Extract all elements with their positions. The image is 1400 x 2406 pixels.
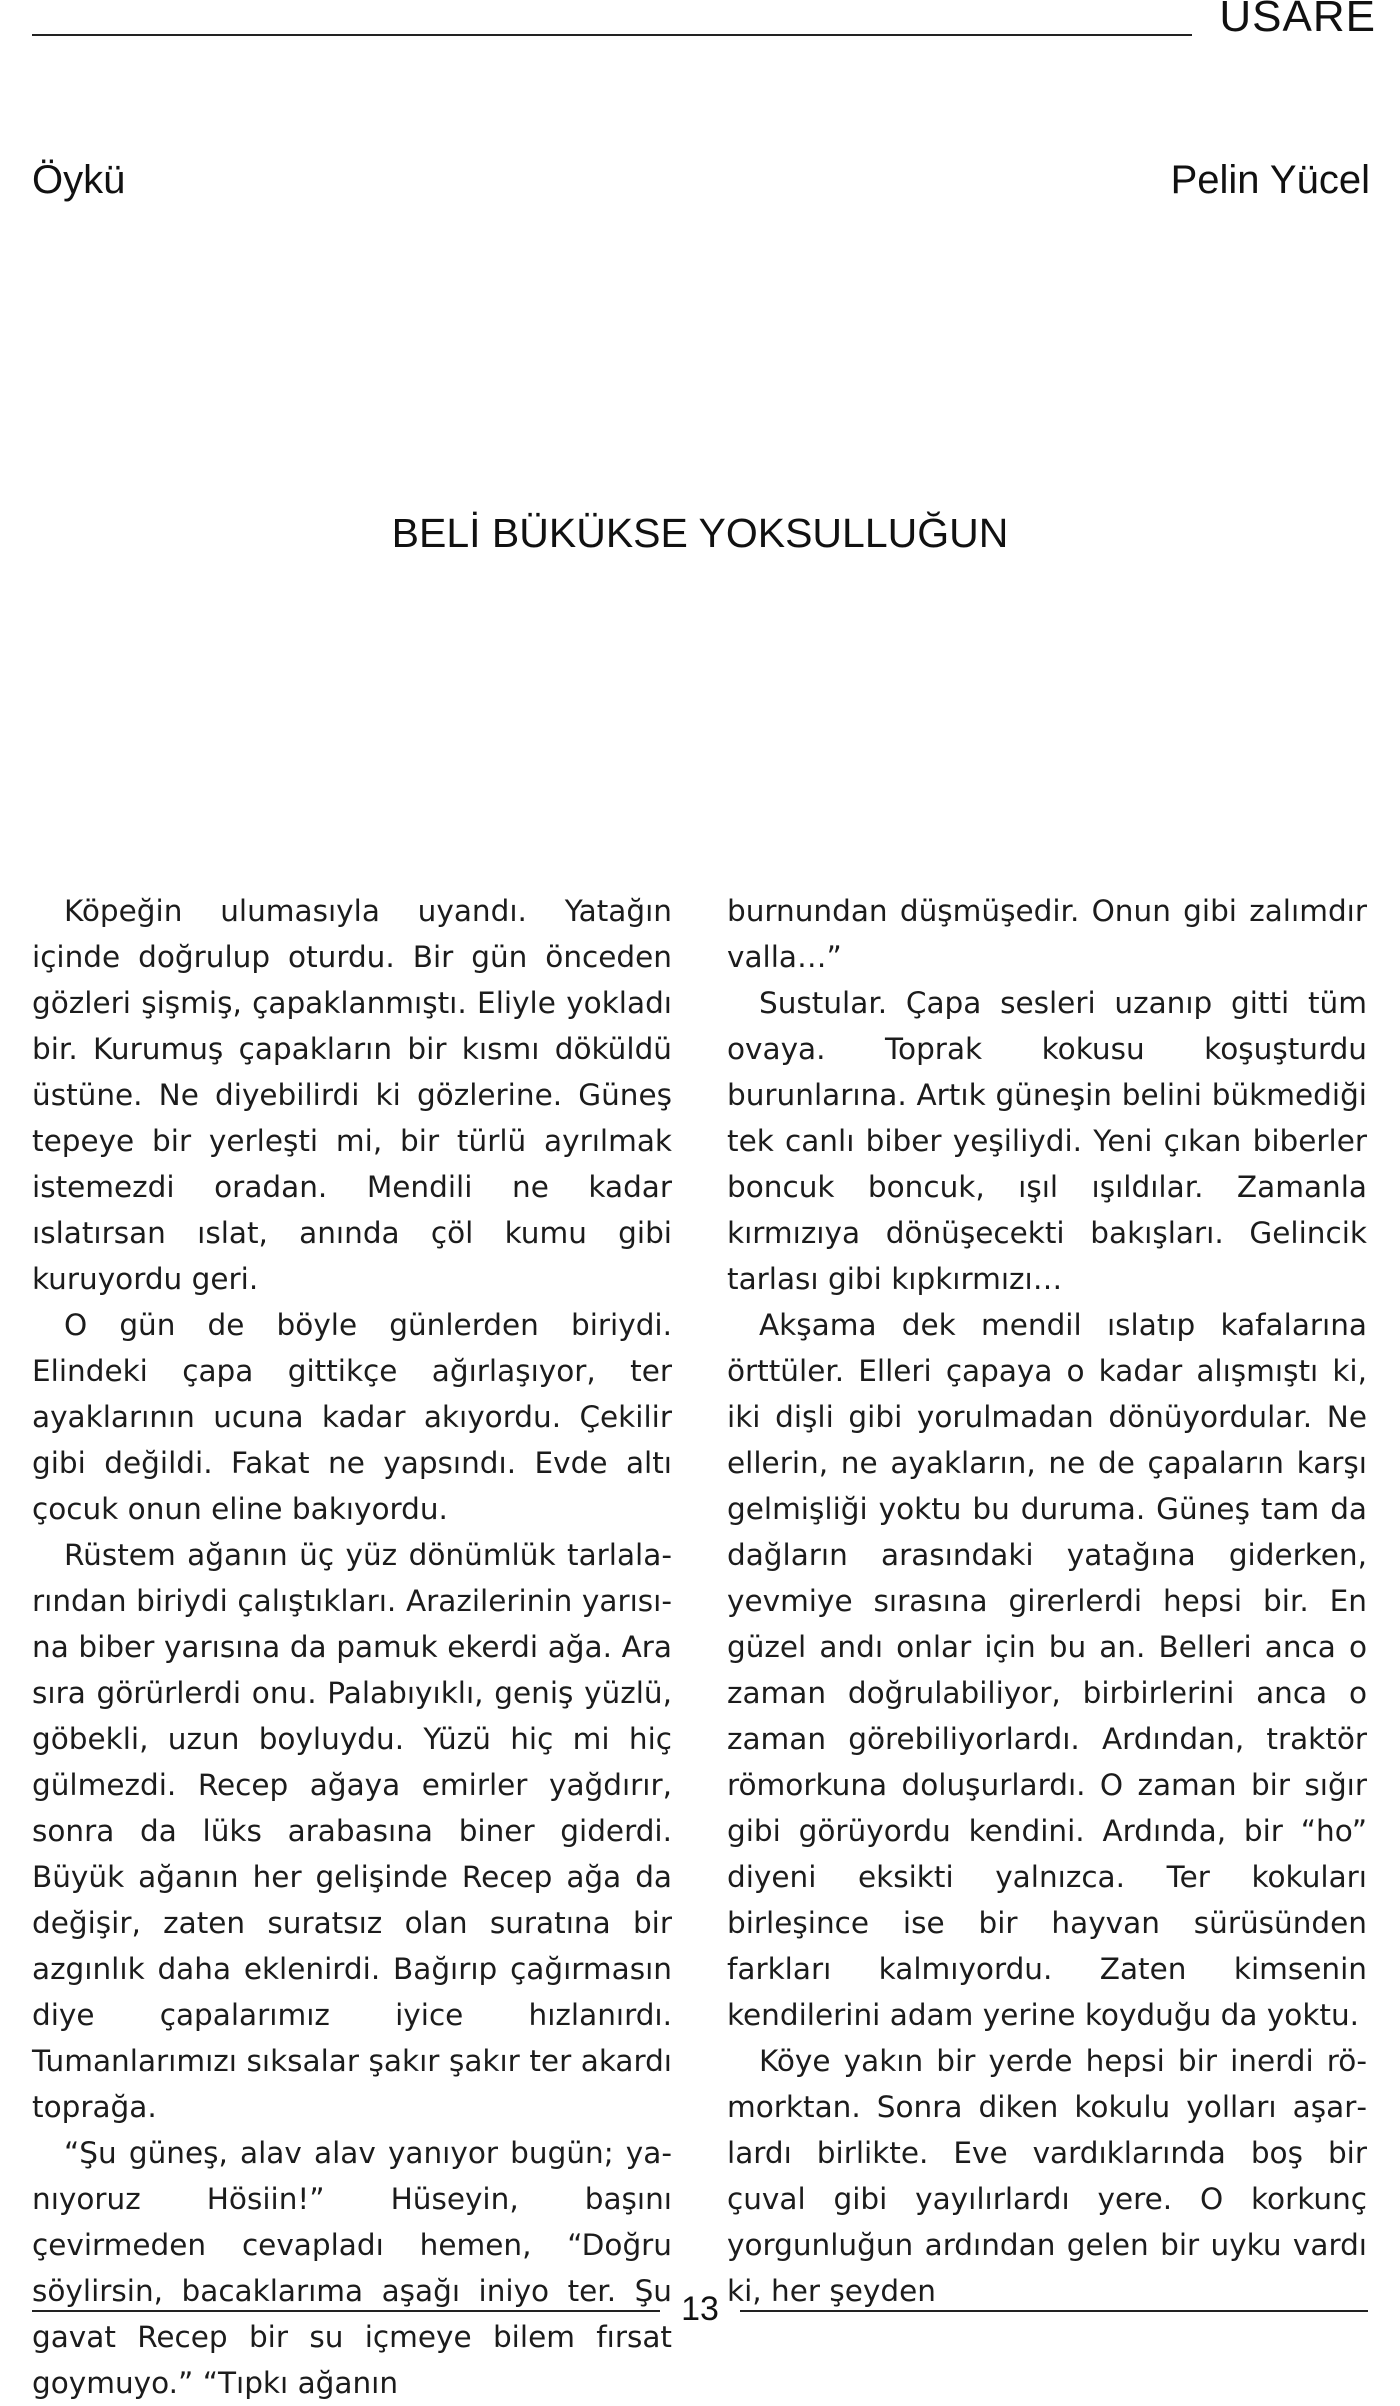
paragraph: Rüstem ağanın üç yüz dönümlük tarlalarından biriydi çalıştıkları. Arazilerinin yarısına biber yarısına da pamuk ekerdi ağa. Ara sıra görürlerdi onu. Palabıyıklı, geniş yüzlü, göbekli, uzun boyluydu. Yüzü hiç mi hiç gülmezdi. Recep ağaya emirler yağdırır, sonra da lüks arabasına biner giderdi. Büyük ağanın her gelişinde Recep ağa da değişir, zaten suratsız olan suratına bir azgınlık daha eklenirdi. Bağırıp çağırmasın diye çapalarımız iyice hızlanırdı. Tumanlarımızı sıksalar şakır şakır ter akardı toprağa. (32, 1538, 672, 2124)
paragraph: Akşama dek mendil ıslatıp kafalarına örttüler. Elleri çapaya o kadar alışmıştı ki, iki dişli gibi yorulmadan dönüyordular. Ne ellerin, ne ayakların, ne de çapaların karşı gelmişliği yoktu bu duruma. Güneş tam da dağların arasındaki yatağına giderken, yevmiye sırasına girerlerdi hepsi bir. En güzel andı onlar için bu an. Belleri anca o zaman doğrulabiliyor, birbirlerini anca o zaman görebiliyorlardı. Ardından, traktör römorkuna doluşurlardı. O zaman bir sığır gibi görüyordu kendini. Ardında, bir “ho” diyeni eksikti yalnızca. Ter kokuları birleşince ise bir hayvan sürüsünden farkları kalmıyordu. Zaten kimsenin kendilerini adam yerine koyduğu da yoktu. (727, 1308, 1367, 2032)
header-rule (32, 34, 1192, 36)
paragraph-continued: burnundan düşmüşedir. Onun gibi zalımdır valla…” (727, 894, 1367, 974)
footer-right-rule (740, 2310, 1368, 2312)
paragraph: “Şu güneş, alav alav yanıyor bugün; yanıyoruz Hösiin!” Hüseyin, başını çevirmeden cevapladı hemen, “Doğru söylirsin, bacaklarıma aşağı iniyo ter. Şu gavat Recep bir su içmeye bilem fırsat goymuyo.” “Tıpkı ağanın (32, 2136, 672, 2400)
right-column (727, 888, 1367, 2314)
paragraph: Köpeğin ulumasıyla uyandı. Yatağın içinde doğrulup oturdu. Bir gün önceden gözleri şişmiş, çapaklanmıştı. Eliyle yokladı bir. Kurumuş çapakların bir kısmı döküldü üstüne. Ne diyebilirdi ki gözlerine. Güneş tepeye bir yerleşti mi, bir türlü ayrılmak istemezdi oradan. Mendili ne kadar ıslatırsan ıslat, anında çöl kumu gibi kuruyordu geri. (32, 894, 672, 1296)
paragraph: Sustular. Çapa sesleri uzanıp gitti tüm ovaya. Toprak kokusu koşuşturdu burunlarına. Artık güneşin belini bükmediği tek canlı biber yeşiliydi. Yeni çıkan biberler boncuk boncuk, ışıl ışıldılar. Zamanla kırmızıya dönüşecekti bakışları. Gelincik tarlası gibi kıpkırmızı… (727, 986, 1367, 1296)
paragraph: Köye yakın bir yerde hepsi bir inerdi römorktan. Sonra diken kokulu yolları aşarlardı birlikte. Eve vardıklarında boş bir çuval gibi yayılırlardı yere. O korkunç yorgunluğun ardından gelen bir uyku vardı ki, her şeyden (727, 2044, 1367, 2308)
author-name: Pelin Yücel (1170, 158, 1370, 202)
magazine-name: USARE (1219, 0, 1376, 41)
story-title: BELİ BÜKÜKSE YOKSULLUĞUN (391, 510, 1009, 556)
section-label: Öykü (32, 158, 126, 202)
paragraph: O gün de böyle günlerden biriydi. Elindeki çapa gittikçe ağırlaşıyor, ter ayaklarının ucuna kadar akıyordu. Çekilir gibi değildi. Fakat ne yapsındı. Evde altı çocuk onun eline bakıyordu. (32, 1308, 672, 1526)
page-number: 13 (681, 2290, 719, 2328)
left-column (32, 888, 672, 2406)
footer-left-rule (32, 2310, 660, 2312)
